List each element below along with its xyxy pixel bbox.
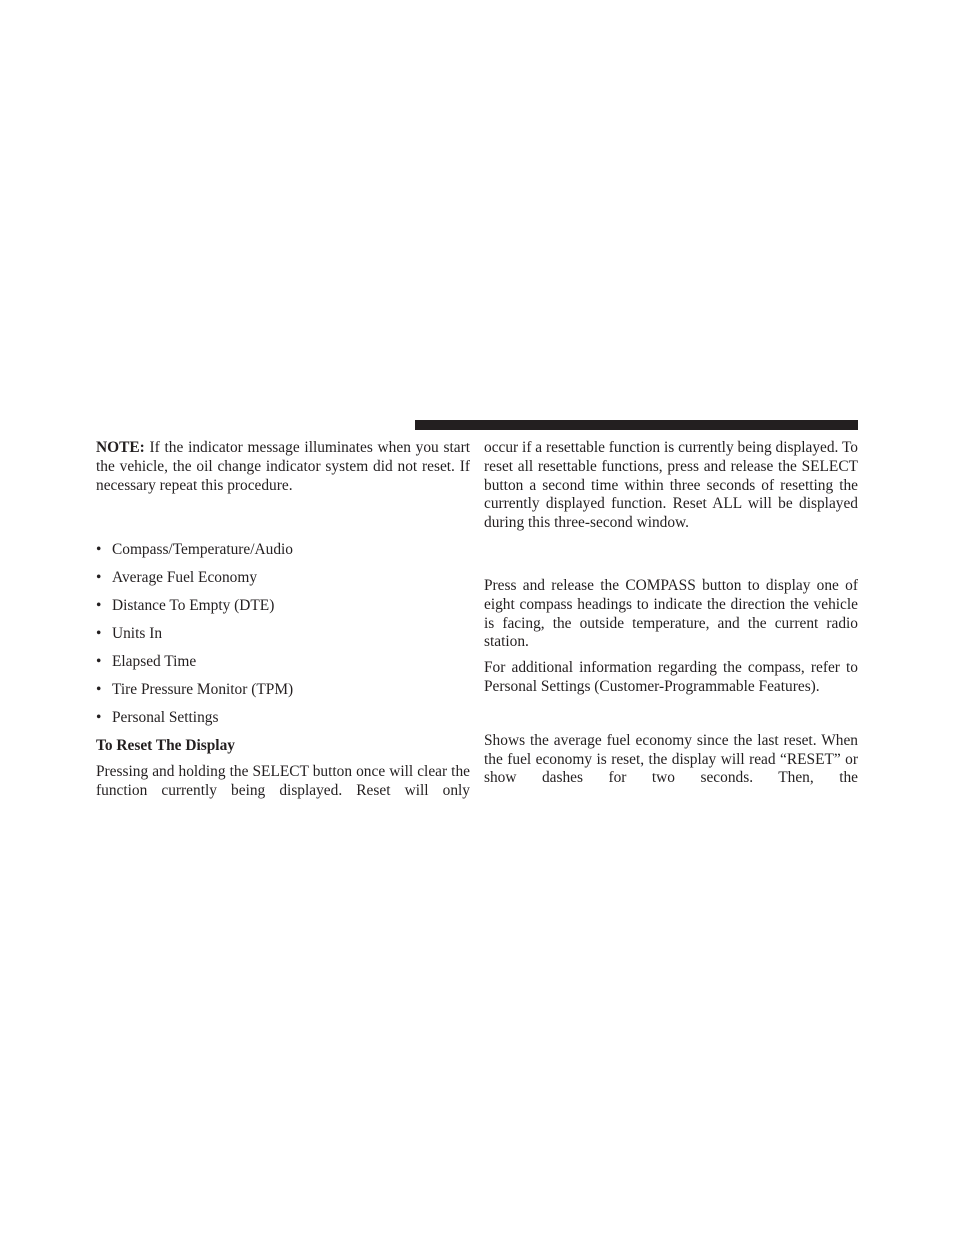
- spacer: [484, 652, 858, 659]
- list-item-label: Compass/Temperature/Audio: [112, 541, 294, 558]
- bullet-icon: •: [96, 569, 102, 586]
- list-item-label: Elapsed Time: [112, 653, 197, 670]
- spacer: [96, 496, 470, 541]
- note-paragraph: [96, 439, 470, 496]
- list-item: [96, 625, 470, 653]
- fuel-economy-paragraph: Shows the average fuel economy since the last reset. When the fuel economy is reset, the display will read “RESET” or show dashes for two seconds. Then, the: [484, 731, 858, 787]
- bullet-icon: •: [96, 653, 102, 670]
- list-item: [96, 709, 470, 737]
- list-item: [96, 597, 470, 625]
- bullet-icon: •: [96, 681, 102, 698]
- bullet-icon: •: [96, 709, 102, 726]
- display-functions-list: [96, 541, 470, 737]
- compass-paragraph: Press and release the COMPASS button to display one of eight compass headings to indicate the direction the vehicle is facing, the outside temperature, and the current radio station.: [484, 576, 858, 651]
- right-column: [484, 439, 858, 788]
- bullet-icon: •: [96, 541, 102, 558]
- bullet-icon: •: [96, 597, 102, 614]
- spacer: [484, 533, 858, 577]
- section-header-bar: [415, 420, 858, 430]
- compass-more-paragraph: For additional information regarding the compass, refer to Personal Settings (Customer-Programmable Features).: [484, 659, 858, 695]
- reset-display-heading: To Reset The Display: [96, 737, 235, 754]
- reset-display-paragraph: Pressing and holding the SELECT button once will clear the function currently being displayed. Reset will only: [96, 763, 470, 799]
- note-text: If the indicator message illuminates when you start the vehicle, the oil change indicator system did not reset. If necessary repeat this procedure.: [96, 439, 470, 494]
- left-column: [96, 439, 470, 801]
- list-item: [96, 681, 470, 709]
- list-item-label: Distance To Empty (DTE): [112, 597, 275, 614]
- spacer: [484, 697, 858, 732]
- bullet-icon: •: [96, 625, 102, 642]
- note-label: NOTE:: [96, 439, 145, 456]
- reset-continued-paragraph: occur if a resettable function is currently being displayed. To reset all resettable functions, press and release the SELECT button a second time within three seconds of resetting the currently displayed function. Reset ALL will be displayed during this three-second window.: [484, 439, 858, 532]
- list-item-label: Units In: [112, 625, 163, 642]
- list-item: [96, 569, 470, 597]
- list-item-label: Personal Settings: [112, 709, 219, 726]
- list-item: [96, 653, 470, 681]
- list-item-label: Tire Pressure Monitor (TPM): [112, 681, 294, 698]
- list-item: [96, 541, 470, 569]
- list-item-label: Average Fuel Economy: [112, 569, 258, 586]
